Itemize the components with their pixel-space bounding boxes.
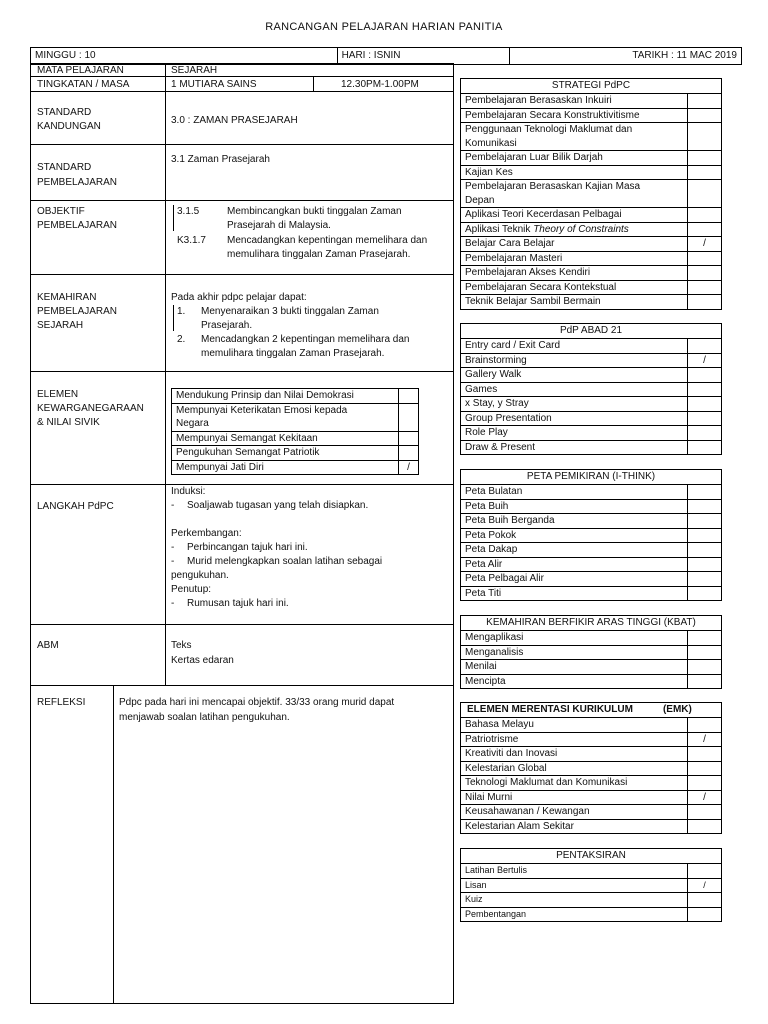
emk-item: Keusahawanan / Kewangan xyxy=(461,805,721,820)
refleksi-label: REFLEKSI xyxy=(37,697,86,708)
kbat-item: Menilai xyxy=(461,660,721,675)
obj-label-2: PEMBELAJARAN xyxy=(37,220,118,231)
elemen-item: Mempunyai Keterikatan Emosi kepada Negara xyxy=(172,404,418,432)
obj-code-2: K3.1.7 xyxy=(177,235,206,246)
kem-label-3: SEJARAH xyxy=(37,320,84,331)
sk-row xyxy=(30,92,454,145)
elemen-item: Mempunyai Semangat Kekitaan xyxy=(172,432,418,447)
kem-label-2: PEMBELAJARAN xyxy=(37,306,118,317)
abad21-item: Games xyxy=(461,383,721,398)
kbat-item: Menganalisis xyxy=(461,646,721,661)
tingkatan-label: TINGKATAN / MASA xyxy=(37,79,130,90)
pentaksiran-table xyxy=(460,848,722,922)
obj-line-1a: Membincangkan bukti tinggalan Zaman xyxy=(227,206,402,217)
elemen-item: Pengukuhan Semangat Patriotik xyxy=(172,446,418,461)
pentaksiran-item: Latihan Bertulis xyxy=(461,864,721,879)
strategi-title: STRATEGI PdPC xyxy=(461,79,721,94)
left-table xyxy=(30,63,454,1004)
elemen-row xyxy=(30,372,454,485)
sp-label-2: PEMBELAJARAN xyxy=(37,177,118,188)
tingkatan-value: 1 MUTIARA SAINS xyxy=(171,79,257,90)
ithink-item: Peta Pokok xyxy=(461,529,721,544)
strategi-item: Pembelajaran Berasaskan Inkuiri xyxy=(461,94,721,109)
sp-label-1: STANDARD xyxy=(37,162,92,173)
ithink-table xyxy=(460,469,722,601)
kbat-table xyxy=(460,615,722,689)
refleksi-row xyxy=(30,686,454,1004)
ithink-item: Peta Alir xyxy=(461,558,721,573)
elemen-item: Mendukung Prinsip dan Nilai Demokrasi xyxy=(172,389,418,404)
obj-line-1b: Prasejarah di Malaysia. xyxy=(227,220,331,231)
sk-label-1: STANDARD xyxy=(37,107,92,118)
strategi-item: Pembelajaran Berasaskan Kajian Masa Depan xyxy=(461,180,721,208)
kbat-title: KEMAHIRAN BERFIKIR ARAS TINGGI (KBAT) xyxy=(461,616,721,631)
mata-value: SEJARAH xyxy=(171,65,218,76)
emk-header: ELEMEN MERENTASI KURIKULUM (EMK) xyxy=(461,703,721,718)
langkah-row xyxy=(30,485,454,625)
abm-value-2: Kertas edaran xyxy=(171,655,234,666)
tarikh-cell: TARIKH : 11 MAC 2019 xyxy=(632,50,737,61)
elemen-item: Mempunyai Jati Diri / xyxy=(172,461,418,475)
kem-num-2: 2. xyxy=(177,334,186,345)
kbat-item: Mengaplikasi xyxy=(461,631,721,646)
abad21-item: Draw & Present xyxy=(461,441,721,455)
strategi-item: Pembelajaran Secara Konstruktivitisme xyxy=(461,109,721,124)
abad21-item: Brainstorming / xyxy=(461,354,721,369)
elemen-label-2: KEWARGANEGARAAN xyxy=(37,403,144,414)
strategi-item: Belajar Cara Belajar / xyxy=(461,237,721,252)
obj-line-2b: memulihara tinggalan Zaman Prasejarah. xyxy=(227,249,411,260)
minggu-cell: MINGGU : 10 xyxy=(31,48,338,64)
masa-value: 12.30PM-1.00PM xyxy=(341,79,419,90)
obj-code-1: 3.1.5 xyxy=(177,206,200,217)
ithink-item: Peta Bulatan xyxy=(461,485,721,500)
strategi-item: Penggunaan Teknologi Maklumat dan Komunikasi xyxy=(461,123,721,151)
tingkatan-row xyxy=(30,77,454,92)
obj-label-1: OBJEKTIF xyxy=(37,206,85,217)
strategi-item: Pembelajaran Secara Kontekstual xyxy=(461,281,721,296)
ithink-item: Peta Titi xyxy=(461,587,721,601)
emk-item: Patriotrisme / xyxy=(461,733,721,748)
kem-line-2a: Mencadangkan 2 kepentingan memelihara dan xyxy=(201,334,410,345)
emk-item: Kreativiti dan Inovasi xyxy=(461,747,721,762)
abad21-title: PdP ABAD 21 xyxy=(461,324,721,339)
abad21-item: Group Presentation xyxy=(461,412,721,427)
pentaksiran-title: PENTAKSIRAN xyxy=(461,849,721,864)
abad21-table xyxy=(460,323,722,455)
sk-label-2: KANDUNGAN xyxy=(37,121,101,132)
strategi-item: Pembelajaran Akses Kendiri xyxy=(461,266,721,281)
abm-label: ABM xyxy=(37,640,59,651)
kem-line-1a: Menyenaraikan 3 bukti tinggalan Zaman xyxy=(201,306,379,317)
strategi-item: Pembelajaran Luar Bilik Darjah xyxy=(461,151,721,166)
sp-row xyxy=(30,145,454,201)
pentaksiran-item: Lisan / xyxy=(461,879,721,894)
kem-label-1: KEMAHIRAN xyxy=(37,292,97,303)
ithink-item: Peta Buih xyxy=(461,500,721,515)
langkah-label: LANGKAH PdPC xyxy=(37,501,114,512)
elemen-label-1: ELEMEN xyxy=(37,389,79,400)
strategi-item: Aplikasi Teknik Theory of Constraints xyxy=(461,223,721,238)
emk-item: Nilai Murni / xyxy=(461,791,721,806)
emk-item: Bahasa Melayu xyxy=(461,718,721,733)
kem-line-1b: Prasejarah. xyxy=(201,320,253,331)
emk-item: Kelestarian Alam Sekitar xyxy=(461,820,721,834)
refleksi-line-1: Pdpc pada hari ini mencapai objektif. 33/33 orang murid dapat xyxy=(119,697,395,708)
strategi-item: Pembelajaran Masteri xyxy=(461,252,721,267)
elemen-label-3: & NILAI SIVIK xyxy=(37,417,100,428)
refleksi-line-2: menjawab soalan latihan pengukuhan. xyxy=(119,712,290,723)
langkah-content: Induksi: - Soaljawab tugasan yang telah disiapkan. Perkembangan: - Perbincangan tajuk hari ini. - Murid melengkapkan soalan latihan sebagai pengukuhan. Penutup: - Rumusan tajuk hari ini. xyxy=(171,486,383,609)
kbat-item: Mencipta xyxy=(461,675,721,689)
abad21-item: x Stay, y Stray xyxy=(461,397,721,412)
abad21-item: Role Play xyxy=(461,426,721,441)
mata-label: MATA PELAJARAN xyxy=(37,65,124,76)
ithink-title: PETA PEMIKIRAN (I-THINK) xyxy=(461,470,721,485)
strategi-item: Aplikasi Teori Kecerdasan Pelbagai xyxy=(461,208,721,223)
emk-item: Kelestarian Global xyxy=(461,762,721,777)
kemahiran-row xyxy=(30,275,454,372)
page-title: RANCANGAN PELAJARAN HARIAN PANITIA xyxy=(265,21,503,33)
ithink-item: Peta Dakap xyxy=(461,543,721,558)
kem-line-2b: memulihara tinggalan Zaman Prasejarah. xyxy=(201,348,385,359)
elemen-table xyxy=(171,388,419,475)
abad21-item: Entry card / Exit Card xyxy=(461,339,721,354)
abm-row xyxy=(30,625,454,686)
sp-value: 3.1 Zaman Prasejarah xyxy=(171,154,270,165)
strategi-item: Kajian Kes xyxy=(461,166,721,181)
pentaksiran-item: Kuiz xyxy=(461,893,721,908)
obj-line-2a: Mencadangkan kepentingan memelihara dan xyxy=(227,235,428,246)
abad21-item: Gallery Walk xyxy=(461,368,721,383)
emk-item: Teknologi Maklumat dan Komunikasi xyxy=(461,776,721,791)
objektif-row xyxy=(30,201,454,275)
strategi-table xyxy=(460,78,722,310)
sk-value: 3.0 : ZAMAN PRASEJARAH xyxy=(171,115,298,126)
ithink-item: Peta Buih Berganda xyxy=(461,514,721,529)
pentaksiran-item: Pembentangan xyxy=(461,908,721,922)
hari-cell: HARI : ISNIN xyxy=(338,48,511,64)
ithink-item: Peta Pelbagai Alir xyxy=(461,572,721,587)
kem-num-1: 1. xyxy=(177,306,186,317)
emk-table xyxy=(460,702,722,834)
mata-row xyxy=(30,63,454,77)
kem-intro: Pada akhir pdpc pelajar dapat: xyxy=(171,292,307,303)
strategi-item: Teknik Belajar Sambil Bermain xyxy=(461,295,721,309)
abm-value-1: Teks xyxy=(171,640,192,651)
